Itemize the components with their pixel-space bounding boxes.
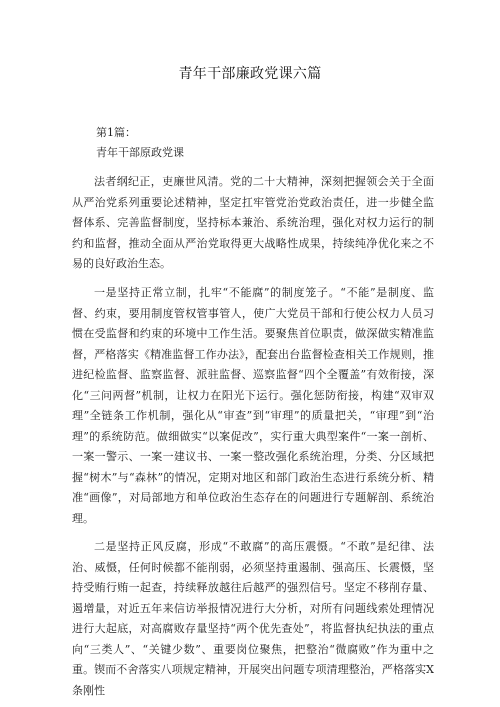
paragraph-point-one: 一是坚持正常立制，扎牢“不能腐”的制度笼子。“不能”是制度、监督、约束，要用制度管权管事管人，使广大党员干部和行使公权力人员习惯在受监督和约束的环境中工作生活。要聚焦首位职责，做深做实精准监督，严格落实《精准监督工作办法》，配套出台监督检查相关工作规则，推进纪检监督、监察监督、派驻监督、巡察监督“四个全覆盖”有效衔接，深化“三问两督”机制，让权力在阳光下运行。强化惩防衔接，构建“双审双理”全链条工作机制，强化从“审查”到“审理”的质量把关，“审理”到“治理”的系统防范。做细做实“以案促改”，实行重大典型案件“一案一剖析、一案一警示、一案一建议书、一案一整改强化系统治理，分类、分区域把握“树木”与“森林”的情况，定期对地区和部门政治生态进行系统分析、精准“画像”，对局部地方和单位政治生态存在的问题进行专题解剖、系统治理。 bbox=[72, 286, 434, 525]
document-title: 青年干部廉政党课六篇 bbox=[178, 66, 322, 82]
chapter-label: 第1篇： bbox=[96, 126, 136, 139]
chapter-subtitle: 青年干部原政党课 bbox=[96, 146, 184, 159]
paragraph-point-two: 二是坚持正风反腐，形成“不敢腐”的高压震慑。“不敢”是纪律、法治、威慑，任何时候都不能削弱，必须坚持重遏制、强高压、长震慑，坚持受贿行贿一起查，持续释放越往后越严的强烈信号。坚定不移削存量、遏增量，对近五年来信访举报情况进行大分析，对所有问题线索处理情况进行大起底，对高腐败存量坚持“两个优先查处”，将监督执纪执法的重点向“三类人”、“关键少数”、重要岗位聚焦，把整治“微腐败”作为重中之重。锲而不舍落实八项规定精神，开展突出问题专项清理整治，严格落实X条刚性 bbox=[72, 540, 434, 697]
paragraph-intro: 法者纲纪正，吏廉世风清。党的二十大精神，深刻把握领会关于全面从严治党系列重要论述精神，坚定扛牢管党治党政治责任，进一步健全监督体系、完善监督制度，坚持标本兼治、系统治理，强化对权力运行的制约和监督，推动全面从严治党取得更大战略性成果，持续纯净优化来之不易的良好政治生态。 bbox=[72, 175, 434, 270]
